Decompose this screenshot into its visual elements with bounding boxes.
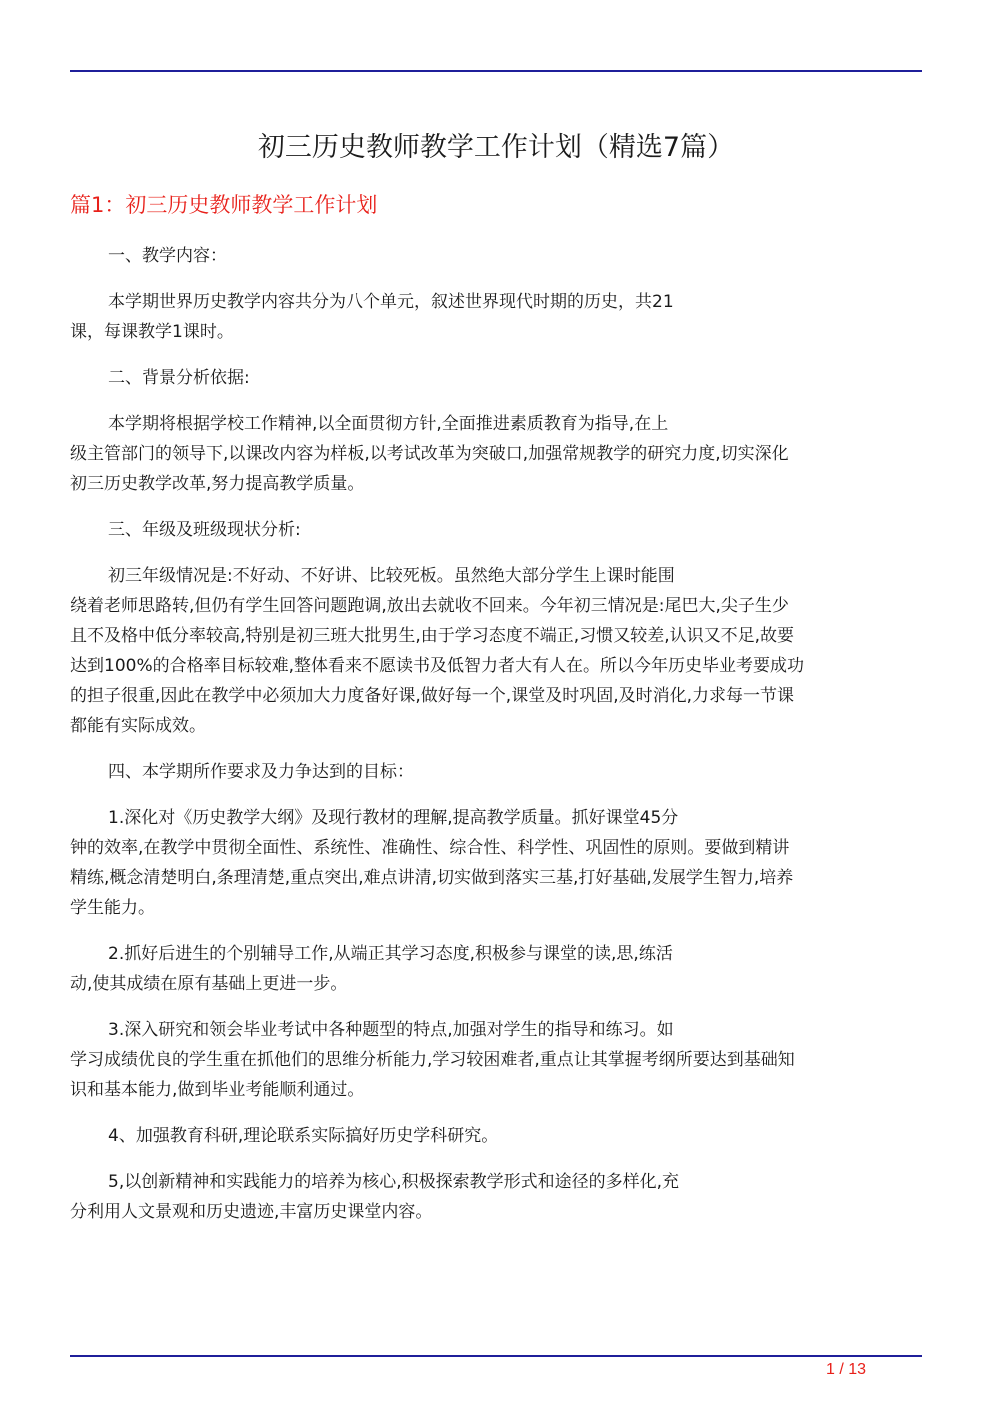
document-title: 初三历史教师教学工作计划（精选7篇） (257, 132, 735, 163)
document-body (70, 241, 922, 1243)
paragraph-heading-2: 二、背景分析依据: (108, 368, 250, 388)
list-item: 5,以创新精神和实践能力的培养为核心,积极探索教学形式和途径的多样化,充 分利用人文景观和历史遗迹,丰富历史课堂内容。 (70, 1172, 680, 1222)
paragraph-heading-3: 三、年级及班级现状分析: (108, 520, 301, 540)
header-rule (70, 70, 922, 72)
paragraph: 本学期世界历史教学内容共分为八个单元，叙述世界现代时期的历史，共21 课，每课教学1课时。 (70, 292, 674, 342)
paragraph-heading-1: 一、教学内容： (108, 246, 227, 266)
paragraph: 本学期将根据学校工作精神,以全面贯彻方针,全面推进素质教育为指导,在上 级主管部门的领导下,以课改内容为样板,以考试改革为突破口,加强常规教学的研究力度,切实深化 初三历史教学改革,努力提高教学质量。 (70, 414, 789, 494)
list-item: 2.抓好后进生的个别辅导工作,从端正其学习态度,积极参与课堂的读,思,练活 动,使其成绩在原有基础上更进一步。 (70, 944, 673, 994)
footer-rule (70, 1355, 922, 1357)
page-number: 1 / 13 (826, 1361, 867, 1378)
paragraph-heading-4: 四、本学期所作要求及力争达到的目标： (108, 762, 414, 782)
list-item: 1.深化对《历史教学大纲》及现行教材的理解,提高教学质量。抓好课堂45分 钟的效率,在教学中贯彻全面性、系统性、准确性、综合性、科学性、巩固性的原则。要做到精讲 精练,概念清楚明白,条理清楚,重点突出,难点讲清,切实做到落实三基,打好基础,发展学生智力,培养 学生能力。 (70, 808, 794, 918)
list-item: 4、加强教育科研,理论联系实际搞好历史学科研究。 (108, 1126, 499, 1146)
section-heading: 篇1：初三历史教师教学工作计划 (70, 193, 378, 217)
list-item: 3.深入研究和领会毕业考试中各种题型的特点,加强对学生的指导和练习。如 学习成绩优良的学生重在抓他们的思维分析能力,学习较困难者,重点让其掌握考纲所要达到基础知 识和基本能力,做到毕业考能顺利通过。 (70, 1020, 795, 1100)
paragraph: 初三年级情况是:不好动、不好讲、比较死板。虽然绝大部分学生上课时能围 绕着老师思路转,但仍有学生回答问题跑调,放出去就收不回来。今年初三情况是:尾巴大,尖子生少 且不及格中低分率较高,特别是初三班大批男生,由于学习态度不端正,习惯又较差,认识又不足,故要 达到100%的合格率目标较难,整体看来不愿读书及低智力者大有人在。所以今年历史毕业考要成功 的担子很重,因此在教学中必须加大力度备好课,做好每一个,课堂及时巩固,及时消化,力求每一节课 都能有实际成效。 (70, 566, 805, 736)
